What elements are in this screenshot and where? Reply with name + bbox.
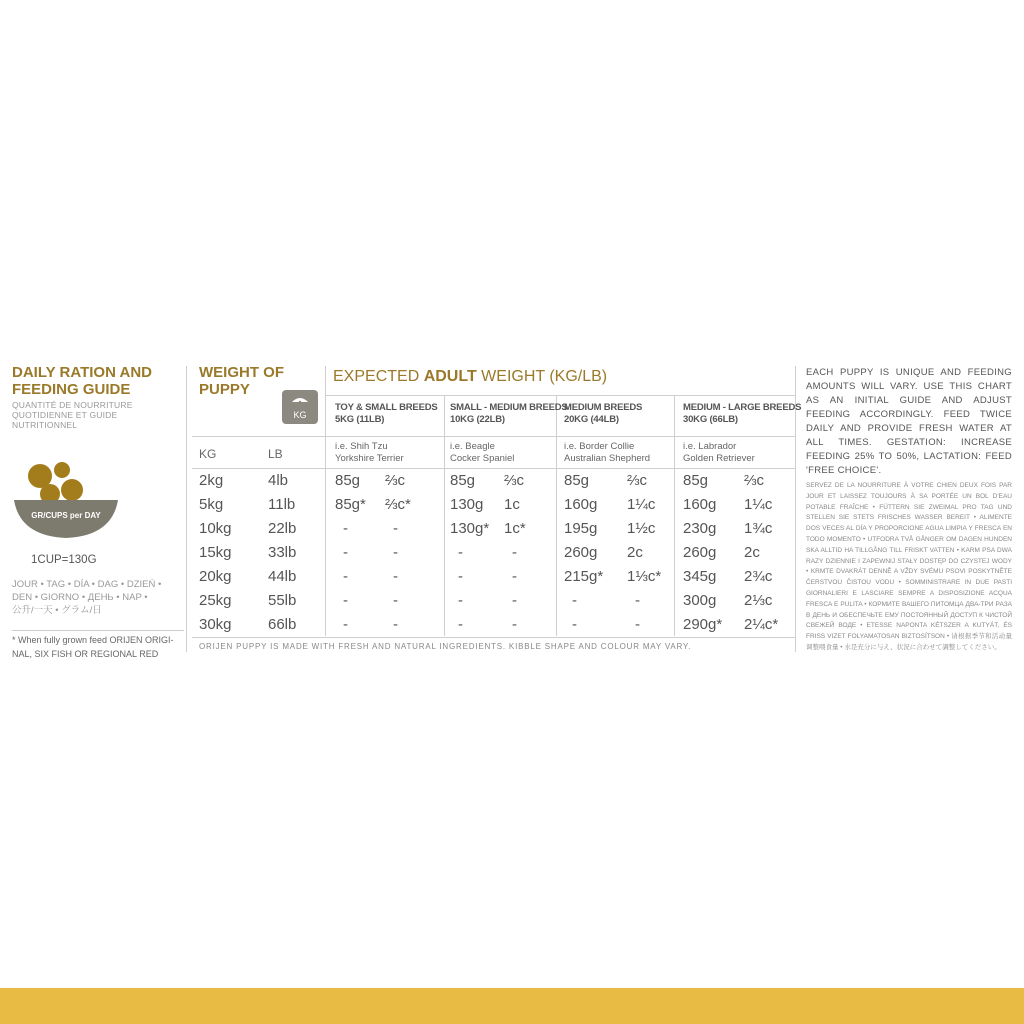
puppy-weight-cell: 11lb (268, 496, 296, 513)
ration-cell: 85g (450, 472, 476, 489)
puppy-weight-cell: 15kg (199, 544, 232, 561)
ration-cell: 1¼c (627, 496, 656, 513)
ration-cell: - (458, 616, 463, 633)
divider (674, 396, 675, 636)
ration-cell: ⅔c* (385, 496, 411, 513)
ration-cell: - (458, 568, 463, 585)
column-header-lb: LB (268, 447, 283, 461)
ration-cell: ⅔c (744, 472, 765, 489)
instructions-panel (806, 366, 1012, 654)
puppy-weight-cell: 55lb (268, 592, 297, 609)
ration-cell: - (512, 568, 517, 585)
ration-cell: 160g (564, 496, 598, 513)
puppy-weight-cell: 25kg (199, 592, 232, 609)
ration-cell: 195g (564, 520, 598, 537)
breed-examples (683, 441, 755, 465)
breed-name: SMALL - MEDIUM BREEDS (450, 402, 568, 413)
ration-cell: 130g* (450, 520, 490, 537)
ration-cell: - (393, 592, 398, 609)
ration-cell: - (393, 544, 398, 561)
breed-weight: 30KG (66LB) (683, 414, 738, 425)
footnote-line1: * When fully grown feed ORIJEN ORIGI- (12, 635, 174, 645)
ration-cell: - (343, 616, 348, 633)
cup-conversion: 1CUP=130G (31, 554, 97, 566)
ration-cell: - (512, 544, 517, 561)
puppy-weight-cell: 10kg (199, 520, 232, 537)
bottom-color-bar (0, 988, 1024, 1024)
breed-example: i.e. Shih Tzu (335, 441, 388, 452)
expected-title-adult: ADULT (423, 368, 477, 385)
ration-cell: 2¼c* (744, 616, 779, 633)
ration-cell: 1c (504, 496, 520, 513)
column-header-kg: KG (199, 447, 217, 461)
ration-cell: - (512, 592, 517, 609)
expected-title-part: WEIGHT (KG/LB) (476, 368, 608, 385)
ration-cell: 1½c (627, 520, 656, 537)
ration-cell: 345g (683, 568, 717, 585)
divider (325, 366, 326, 636)
puppy-weight-cell: 22lb (268, 520, 297, 537)
breed-example: i.e. Beagle (450, 441, 495, 452)
breed-examples (335, 441, 404, 465)
ration-cell: 230g (683, 520, 717, 537)
breed-weight: 20KG (44LB) (564, 414, 619, 425)
instructions-text: EACH PUPPY IS UNIQUE AND FEEDING AMOUNTS WILL VARY. USE THIS CHART AS AN INITIAL GUIDE AND ADJUST FEEDING ACCORDINGLY. FEED TWICE DAILY AND PROVIDE FRESH WATER AT ALL TIMES. GESTATION: INCREASE FEEDING 25% TO 50%, LACTATION: FEED 'FREE CHOICE'. (806, 367, 1012, 476)
ration-cell: 2c (627, 544, 643, 561)
ration-cell: 2¾c (744, 568, 773, 585)
ration-cell: - (343, 520, 348, 537)
instructions-translations: SERVEZ DE LA NOURRITURE À VOTRE CHIEN DEUX FOIS PAR JOUR ET LAISSEZ TOUJOURS À SA PORTÉE UN BOL D'EAU POTABLE FRAÎCHE • FÜTTERN SIE ZWEIMAL PRO TAG UND STELLEN SIE STETS FRISCHES WASSER BEREIT • ALIMENTE DOS VECES AL DÍA Y PROPORCIONE AGUA LIMPIA Y FRESCA EN TODO MOMENTO • UTFODRA TVÅ GÅNGER OM DAGEN HUNDEN SKA ALLTID HA TILLGÅNG TILL FRISKT VATTEN • KARM PSA DWA RAZY DZIENNIE I ZAPEWNIJ STAŁY DOSTĘP DO CZYSTEJ WODY • KRMTE DVAKRÁT DENNĚ A VŽDY SVÉMU PSOVI POSKYTNĚTE ČERSTVOU ČISTOU VODU • SOMMINISTRARE IN DUE PASTI GIORNALIERI E LASCIARE SEMPRE A DISPOSIZIONE ACQUA FRESCA E PULITA • КОРМИТЕ ВАШЕГО ПИТОМЦА ДВА-ТРИ РАЗА В ДЕНЬ И ОБЕСПЕЧЬТЕ ЕМУ ПОСТОЯННЫЙ ДОСТУП К ЧИСТОЙ СВЕЖЕЙ ВОДЕ • ETESSE NAPONTA KÉTSZER A KUTYÁT, ÉS FRISS VIZET FOLYAMATOSAN BIZTOSÍTSON • 请根据季节和活动量调整喂食量 • 水是充分に与え、状況に合わせて調整してください。 (806, 482, 1012, 651)
ration-cell: 2c (744, 544, 760, 561)
ration-cell: - (343, 592, 348, 609)
breed-example: i.e. Labrador (683, 441, 737, 452)
guide-title-line2: FEEDING GUIDE (12, 381, 131, 398)
breed-header (450, 402, 568, 426)
feeding-guide-panel (12, 364, 184, 659)
guide-subtitle-line2: QUOTIDIENNE ET GUIDE NUTRITIONNEL (12, 410, 118, 430)
ration-cell: ⅔c (627, 472, 648, 489)
ration-cell: 260g (683, 544, 717, 561)
ration-cell: 300g (683, 592, 717, 609)
divider (186, 366, 187, 652)
ration-cell: ⅔c (504, 472, 525, 489)
ration-cell: 85g (564, 472, 590, 489)
bowl-label: GR/CUPS per DAY (31, 511, 101, 520)
ration-cell: 1¼c (744, 496, 773, 513)
languages-line2: DEN • GIORNO • ДЕНЬ • NAP • (12, 592, 148, 603)
ration-cell: 85g (335, 472, 361, 489)
ingredients-note: ORIJEN PUPPY IS MADE WITH FRESH AND NATURAL INGREDIENTS. KIBBLE SHAPE AND COLOUR MAY VARY. (199, 642, 692, 651)
breed-example: Yorkshire Terrier (335, 453, 404, 464)
ration-cell: - (572, 592, 577, 609)
adult-footnote (12, 630, 184, 661)
guide-title-line1: DAILY RATION AND (12, 364, 153, 381)
kibble-bowl-icon (12, 460, 122, 538)
breed-example: Cocker Spaniel (450, 453, 515, 464)
divider (192, 436, 795, 437)
languages-line1: JOUR • TAG • DÍA • DAG • DZIEŃ • (12, 579, 162, 590)
ration-cell: - (458, 544, 463, 561)
ration-cell: 1¾c (744, 520, 773, 537)
ration-cell: - (343, 544, 348, 561)
breed-examples (450, 441, 514, 465)
puppy-weight-cell: 20kg (199, 568, 232, 585)
ration-cell: 1c* (504, 520, 526, 537)
divider (326, 395, 795, 396)
breed-header (564, 402, 642, 426)
ration-cell: - (512, 616, 517, 633)
ration-cell: ⅔c (385, 472, 406, 489)
ration-cell: 130g (450, 496, 484, 513)
divider (556, 396, 557, 636)
ration-cell: - (458, 592, 463, 609)
kg-badge-label: KG (293, 410, 307, 420)
puppy-weight-cell: 44lb (268, 568, 297, 585)
ration-cell: - (343, 568, 348, 585)
wop-title-line2: PUPPY (199, 381, 250, 398)
wop-title-line1: WEIGHT OF (199, 364, 284, 381)
ration-cell: 2⅓c (744, 592, 773, 609)
ration-cell: 1⅓c* (627, 568, 662, 585)
footnote-line2: NAL, SIX FISH OR REGIONAL RED (12, 649, 159, 659)
ration-cell: 160g (683, 496, 717, 513)
breed-name: MEDIUM BREEDS (564, 402, 643, 413)
puppy-weight-cell: 30kg (199, 616, 232, 633)
expected-adult-weight-title (333, 368, 607, 386)
ration-cell: 260g (564, 544, 598, 561)
ration-cell: - (572, 616, 577, 633)
weight-of-puppy-title (199, 364, 284, 398)
breed-header (335, 402, 438, 426)
puppy-weight-cell: 66lb (268, 616, 297, 633)
breed-examples (564, 441, 650, 465)
puppy-weight-cell: 2kg (199, 472, 224, 489)
breed-example: i.e. Border Collie (564, 441, 635, 452)
ration-cell: - (393, 520, 398, 537)
ration-cell: 215g* (564, 568, 604, 585)
breed-weight: 5KG (11LB) (335, 414, 385, 425)
ration-cell: - (635, 616, 640, 633)
breed-name: TOY & SMALL BREEDS (335, 402, 438, 413)
puppy-weight-cell: 4lb (268, 472, 289, 489)
divider (192, 468, 795, 469)
ration-cell: - (393, 616, 398, 633)
breed-name: MEDIUM - LARGE BREEDS (683, 402, 802, 413)
expected-title-part: EXPECTED (333, 368, 424, 385)
ration-cell: 290g* (683, 616, 723, 633)
breed-example: Golden Retriever (683, 453, 755, 464)
breed-header (683, 402, 801, 426)
divider (444, 396, 445, 636)
ration-cell: 85g* (335, 496, 366, 513)
breed-weight: 10KG (22LB) (450, 414, 505, 425)
breed-example: Australian Shepherd (564, 453, 651, 464)
ration-cell: 85g (683, 472, 709, 489)
scale-icon (282, 390, 318, 424)
day-languages (12, 578, 184, 617)
puppy-weight-cell: 33lb (268, 544, 297, 561)
puppy-weight-cell: 5kg (199, 496, 224, 513)
ration-cell: - (393, 568, 398, 585)
divider (192, 637, 795, 638)
ration-cell: - (635, 592, 640, 609)
guide-subtitle-line1: QUANTITÉ DE NOURRITURE (12, 400, 133, 410)
languages-line3: 公升/一天 • グラム/日 (12, 605, 102, 616)
